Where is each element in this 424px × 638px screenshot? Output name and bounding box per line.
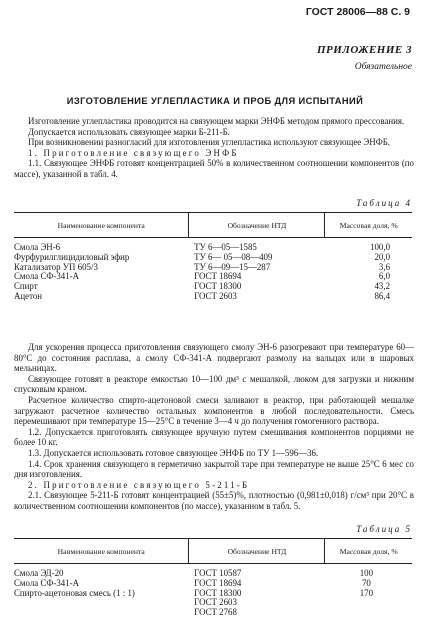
section2-heading: 2. Приготовление связующего 5-211-Б [28, 479, 250, 490]
section1-item1: 1.1. Связующее ЭНФБ готовят концентрацией 50% в количественном соотношении компонентов (по массе), указанной в табл. 4. [14, 158, 414, 179]
table5-caption: Таблица 5 [356, 524, 412, 534]
table-cell: 43,2 [374, 281, 390, 292]
section1-heading: 1. Приготовление связующего ЭНФБ [28, 147, 239, 158]
section-title: ИЗГОТОВЛЕНИЕ УГЛЕПЛАСТИКА И ПРОБ ДЛЯ ИСПЫТАНИЙ [66, 96, 364, 106]
table4-col-ntd: Обозначение НТД [188, 213, 324, 237]
intro-paragraph: Изготовление углепластика проводится на связующем марки ЭНФБ методом прямого прессования. [28, 116, 405, 126]
body-paragraph: Для ускорения процесса приготовления связующего смолу ЭН-6 разогревают при температуре 60—80°С до состояния расплава, а смолу СФ-341-А подвергают размолу на вальцах или в шаровых мельницах. [14, 342, 414, 374]
appendix-block [317, 44, 412, 72]
table-cell: ТУ 6— 05—08—409 [194, 251, 273, 262]
body-paragraph: Расчетное количество спирто-ацетоновой смеси заливают в реактор, при работающей мешалке загружают расчетное количество остальных компонентов в любой последовательности. Смесь перемешивают при температуре 15—25°С в течение 3—4 ч до получения гомогенного раствора. [14, 394, 414, 427]
table5-header [14, 538, 412, 564]
table-cell: 100,0 [370, 242, 390, 252]
table4-col-name: Наименование компонента [57, 220, 145, 230]
intro-block [14, 116, 414, 180]
appendix-subtitle: Обязательное [354, 62, 412, 72]
table-cell: Смола СФ-341-А [14, 577, 80, 588]
table-cell: Катализатор УП 605/3 [14, 261, 98, 272]
table-cell: ГОСТ 18694 [194, 577, 242, 588]
body-text [14, 342, 414, 512]
intro-paragraph: При возникновении разногласий для изготовления углепластика используют связующее ЭНФБ. [28, 137, 391, 148]
table-cell: 170 [359, 587, 374, 598]
table5-col-share: Массовая доля, % [324, 539, 412, 563]
table-cell: Спирто-ацетоновая смесь (1 : 1) [14, 587, 135, 598]
appendix-title: ПРИЛОЖЕНИЕ 3 [316, 44, 412, 56]
table-cell: Спирт [14, 281, 38, 292]
table-cell: ТУ 6—05—1585 [194, 242, 257, 252]
table5-col-ntd: Обозначение НТД [188, 539, 324, 563]
table-cell: 100 [359, 568, 374, 578]
table-cell: ГОСТ 18300 [194, 281, 242, 292]
table5-col-name: Наименование компонента [57, 546, 145, 556]
table-cell: ГОСТ 18694 [194, 271, 242, 282]
table-cell: Фурфурилглицидиловый эфир [14, 251, 130, 262]
table4-col-share: Массовая доля, % [324, 213, 412, 237]
table4 [14, 212, 412, 302]
table-cell: Смола ЭД-20 [14, 568, 64, 578]
intro-paragraph: Допускается использовать связующее марки Б-211-Б. [28, 126, 230, 137]
body-paragraph: 1.4. Срок хранения связующего в герметично закрытой таре при температуре не выше 25°С 6 мес со дня изготовления. [14, 458, 414, 480]
table-cell: 20,0 [374, 251, 390, 262]
table-cell: Смола СФ-341-А [14, 271, 80, 282]
section2-item1: 2.1. Связующее 5-211-Б готовят концентрацией (55±5)%, плотностью (0,981±0,018) г/см³ при 20°С в количественном соотношении компонентов (по массе), указанном в табл. 5. [14, 490, 414, 511]
table-cell: 3,6 [378, 261, 390, 272]
table-cell: 86,4 [374, 290, 390, 301]
table-cell: ГОСТ 18300 [194, 587, 242, 598]
table-cell: ГОСТ 2603 [194, 290, 237, 301]
page-header: ГОСТ 28006—88 С. 9 [305, 6, 410, 18]
table5-body [14, 564, 412, 618]
table-cell: ТУ 6—09—15—287 [194, 261, 271, 272]
table5 [14, 538, 412, 618]
table-cell: 70 [361, 577, 371, 588]
body-paragraph: 1.2. Допускается приготовлять связующее вручную путем смешивания компонентов порциями не более 10 кг. [14, 426, 414, 448]
table-cell: ГОСТ 10587 [194, 568, 242, 578]
body-paragraph: Связующее готовят в реакторе емкостью 10—100 дм³ с мешалкой, люком для загрузки и нижним спусковым краном. [14, 373, 414, 395]
body-paragraph: 1.3. Допускается использовать готовое связующее ЭНФБ по ТУ 1—596—36. [28, 447, 319, 458]
table4-header [14, 212, 412, 238]
table4-caption: Таблица 4 [356, 198, 412, 208]
table-cell: 6,0 [378, 271, 390, 282]
table-cell: ГОСТ 2603 [194, 597, 237, 608]
table-cell: ГОСТ 2768 [194, 607, 237, 618]
table4-body [14, 238, 412, 302]
table-cell: Смола ЭН-6 [14, 242, 61, 252]
table-cell: Ацетон [14, 290, 43, 301]
